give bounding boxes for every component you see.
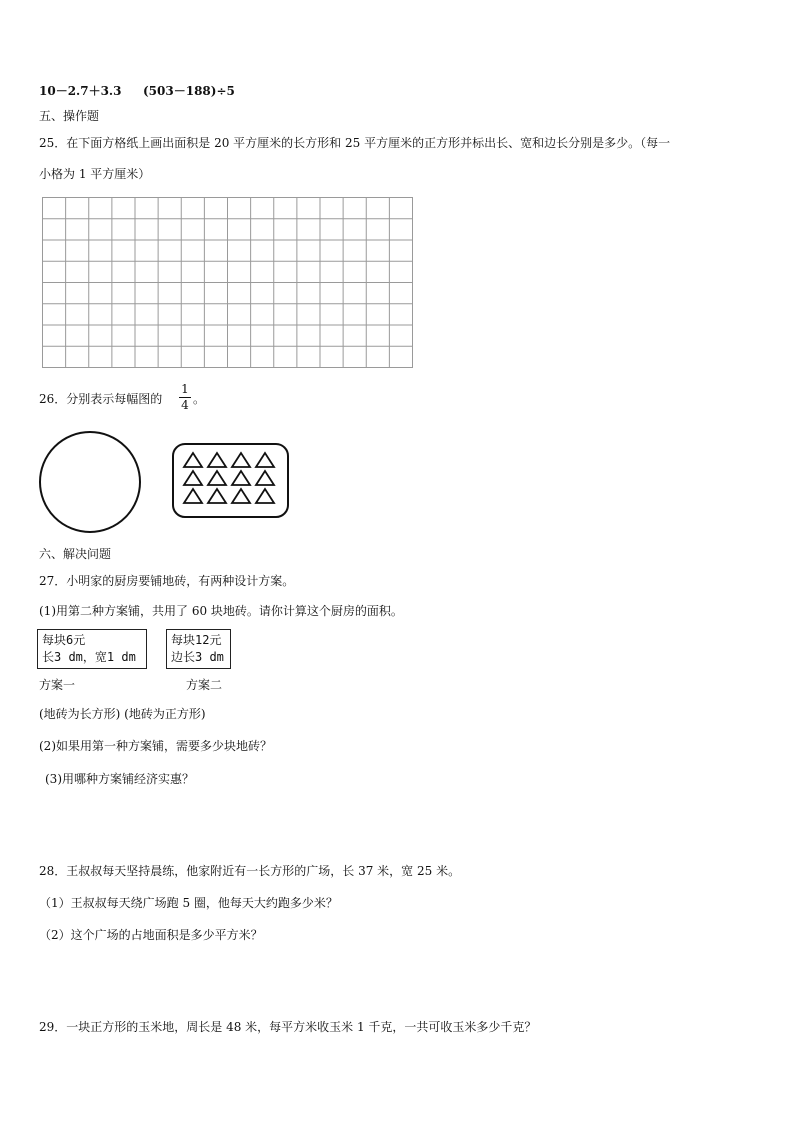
triangle-shape	[232, 471, 250, 485]
triangles-figure	[172, 443, 290, 519]
q27-part3: (3)用哪种方案铺经济实惠？	[45, 772, 194, 786]
section-6-title: 六、解决问题	[39, 547, 112, 561]
q28-part2: （2）这个广场的占地面积是多少平方米？	[39, 928, 263, 942]
calc-expression-1: 10－2.7＋3.3	[39, 84, 122, 98]
q27-part2: (2)如果用第一种方案铺，需要多少块地砖？	[39, 739, 272, 753]
calc-expression-2: (503－188)÷5	[143, 84, 235, 98]
triangle-shape	[256, 453, 274, 467]
plan2-size: 边长3 dm	[171, 650, 224, 664]
triangle-shape	[256, 471, 274, 485]
triangle-shape	[232, 453, 250, 467]
triangle-shape	[232, 489, 250, 503]
circle-figure	[37, 431, 145, 535]
plan2-label: 方案二	[186, 678, 223, 692]
q27-tile-note: (地砖为长方形) (地砖为正方形)	[39, 707, 206, 721]
triangle-shape	[208, 471, 226, 485]
triangle-shape	[184, 489, 202, 503]
q27-stem: 27．小明家的厨房要铺地砖，有两种设计方案。	[39, 574, 295, 588]
triangle-shape	[208, 489, 226, 503]
q29-stem: 29．一块正方形的玉米地，周长是 48 米，每平方米收玉米 1 千克，一共可收玉米多少千克？	[39, 1020, 537, 1034]
q25-text-line2: 小格为 1 平方厘米）	[39, 167, 151, 181]
q27-part1: (1)用第二种方案铺，共用了 60 块地砖。请你计算这个厨房的面积。	[39, 604, 403, 618]
q26-period: 。	[193, 392, 206, 406]
plan1-price: 每块6元	[42, 633, 86, 647]
q26-text: 26．分别表示每幅图的	[39, 392, 163, 406]
triangle-shape	[208, 453, 226, 467]
section-5-title: 五、操作题	[39, 109, 100, 123]
plan1-size: 长3 dm，宽1 dm	[42, 650, 136, 664]
one-quarter-fraction	[179, 383, 191, 412]
plan1-label: 方案一	[39, 678, 76, 692]
plan2-tile-box	[166, 629, 231, 669]
graph-paper-grid[interactable]	[42, 197, 414, 369]
q25-text-line1: 25．在下面方格纸上画出面积是 20 平方厘米的长方形和 25 平方厘米的正方形并标出长、宽和边长分别是多少。（每一	[39, 136, 671, 150]
triangle-shape	[184, 471, 202, 485]
plan1-tile-box	[37, 629, 147, 669]
q28-stem: 28．王叔叔每天坚持晨练，他家附近有一长方形的广场，长 37 米，宽 25 米。	[39, 864, 461, 878]
triangle-shape	[256, 489, 274, 503]
q28-part1: （1）王叔叔每天绕广场跑 5 圈，他每天大约跑多少米？	[39, 896, 338, 910]
triangle-shape	[184, 453, 202, 467]
fraction-numerator: 1	[181, 382, 189, 396]
plan2-price: 每块12元	[171, 633, 222, 647]
fraction-denominator: 4	[181, 398, 189, 412]
